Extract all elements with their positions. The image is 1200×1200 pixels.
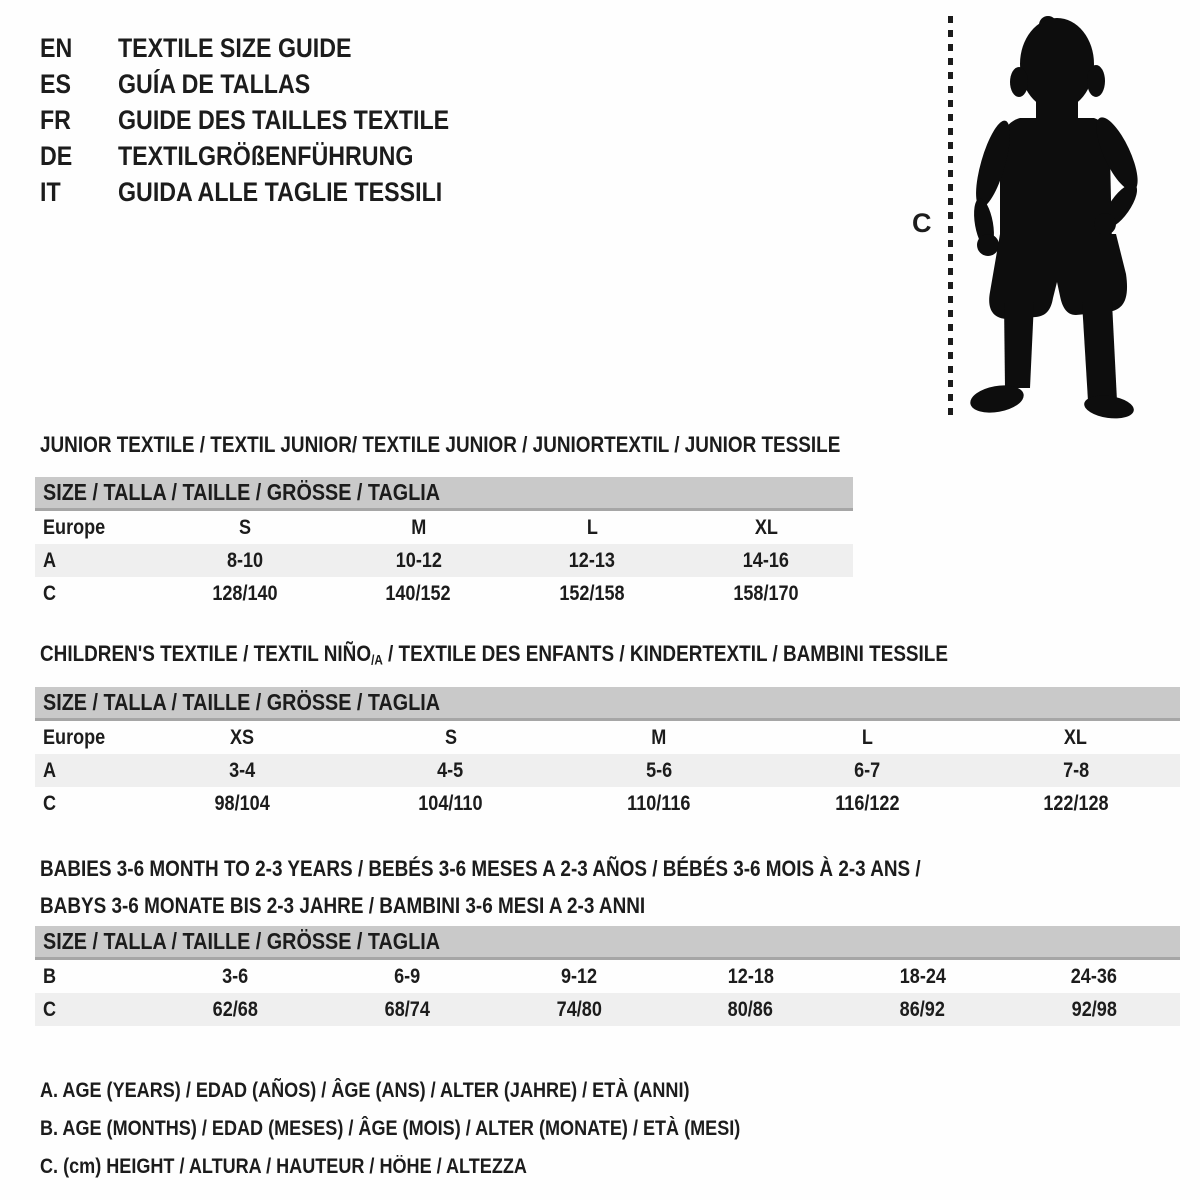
value-cell: 6-7 (854, 758, 881, 782)
size-cell: XL (754, 515, 778, 539)
language-code: ES (40, 69, 71, 99)
value-cell: 14-16 (742, 548, 790, 572)
row-label: Europe (43, 725, 106, 749)
height-measure-label: C (912, 208, 932, 238)
value-cell: 140/152 (385, 581, 452, 605)
row-label: A (43, 548, 57, 572)
value-cell: 12-18 (727, 964, 774, 988)
value-cell: 3-6 (222, 964, 249, 988)
value-cell: 122/128 (1043, 791, 1109, 815)
size-header-bar: SIZE / TALLA / TAILLE / GRÖSSE / TAGLIA (35, 687, 1180, 721)
value-cell: 3-4 (229, 758, 256, 782)
value-cell: 98/104 (214, 791, 270, 815)
row-label: C (43, 791, 57, 815)
row-label: C (43, 997, 57, 1021)
size-cell: XS (230, 725, 255, 749)
value-cell: 18-24 (899, 964, 946, 988)
value-cell: 24-36 (1071, 964, 1118, 988)
size-cell: M (410, 515, 426, 539)
value-cell: 86/92 (899, 997, 945, 1021)
value-cell: 10-12 (395, 548, 442, 572)
table-row-europe (35, 721, 1180, 754)
row-label: A (43, 758, 57, 782)
language-code: EN (40, 33, 73, 63)
children-section-title: CHILDREN'S TEXTILE / TEXTIL NIÑO/A / TEXTILE DES ENFANTS / KINDERTEXTIL / BAMBINI TESSILE (40, 641, 948, 668)
value-cell: 9-12 (560, 964, 597, 988)
children-size-table (35, 687, 1180, 820)
table-row-height (35, 787, 1180, 820)
size-cell: L (586, 515, 598, 539)
language-code: IT (40, 177, 61, 207)
value-cell: 74/80 (556, 997, 602, 1021)
value-cell: 62/68 (212, 997, 258, 1021)
nino-a-subscript: /A (371, 652, 383, 668)
language-title: GUÍA DE TALLAS (118, 69, 311, 99)
table-row-age (35, 754, 1180, 787)
language-list (40, 30, 503, 210)
value-cell: 6-9 (394, 964, 421, 988)
value-cell: 4-5 (437, 758, 464, 782)
value-cell: 80/86 (728, 997, 774, 1021)
size-cell: M (651, 725, 667, 749)
language-code: FR (40, 105, 71, 135)
table-row-age (35, 544, 853, 577)
language-row-it (40, 174, 503, 210)
language-code: DE (40, 141, 73, 171)
legend-line-b: B. AGE (MONTHS) / EDAD (MESES) / ÂGE (MOIS) / ALTER (MONATE) / ETÀ (MESI) (40, 1117, 741, 1140)
table-row-height (35, 993, 1180, 1026)
height-dotted-line (948, 16, 953, 416)
table-row-europe (35, 511, 853, 544)
language-row-es (40, 66, 503, 102)
language-title: GUIDA ALLE TAGLIE TESSILI (118, 177, 443, 207)
language-title: TEXTILE SIZE GUIDE (118, 33, 352, 63)
size-cell: S (444, 725, 457, 749)
value-cell: 5-6 (645, 758, 673, 782)
babies-size-table (35, 926, 1180, 1026)
value-cell: 152/158 (559, 581, 625, 605)
junior-section-title: JUNIOR TEXTILE / TEXTIL JUNIOR/ TEXTILE JUNIOR / JUNIORTEXTIL / JUNIOR TESSILE (40, 432, 841, 457)
value-cell: 128/140 (211, 581, 278, 605)
size-cell: XL (1064, 725, 1088, 749)
babies-section-title: BABIES 3-6 MONTH TO 2-3 YEARS / BEBÉS 3-6 MESES A 2-3 AÑOS / BÉBÉS 3-6 MOIS À 2-3 ANS / BABYS 3-6 MONATE BIS 2-3 JAHRE / BAMBINI 3-6 MESI A 2-3 ANNI (40, 856, 921, 918)
value-cell: 110/116 (627, 791, 691, 815)
value-cell: 104/110 (418, 791, 483, 815)
language-row-fr (40, 102, 503, 138)
size-header-bar: SIZE / TALLA / TAILLE / GRÖSSE / TAGLIA (35, 477, 853, 511)
value-cell: 68/74 (384, 997, 430, 1021)
row-label: C (43, 581, 57, 605)
value-cell: 7-8 (1062, 758, 1089, 782)
table-row-months (35, 960, 1180, 993)
language-row-en (40, 30, 503, 66)
value-cell: 8-10 (226, 548, 263, 572)
table-row-height (35, 577, 853, 610)
size-cell: S (238, 515, 251, 539)
junior-size-table (35, 477, 853, 610)
toddler-silhouette-icon (960, 14, 1150, 422)
size-header-bar: SIZE / TALLA / TAILLE / GRÖSSE / TAGLIA (35, 926, 1180, 960)
measure-legend (40, 1072, 854, 1186)
legend-line-a: A. AGE (YEARS) / EDAD (AÑOS) / ÂGE (ANS) / ALTER (JAHRE) / ETÀ (ANNI) (40, 1079, 690, 1102)
value-cell: 92/98 (1071, 997, 1117, 1021)
value-cell: 116/122 (835, 791, 900, 815)
row-label: Europe (43, 515, 106, 539)
row-label: B (43, 964, 57, 988)
language-title: TEXTILGRÖßENFÜHRUNG (118, 141, 414, 171)
language-title: GUIDE DES TAILLES TEXTILE (118, 105, 450, 135)
legend-line-c: C. (cm) HEIGHT / ALTURA / HAUTEUR / HÖHE / ALTEZZA (40, 1155, 527, 1178)
language-row-de (40, 138, 503, 174)
value-cell: 12-13 (569, 548, 616, 572)
size-cell: L (861, 725, 873, 749)
value-cell: 158/170 (733, 581, 799, 605)
